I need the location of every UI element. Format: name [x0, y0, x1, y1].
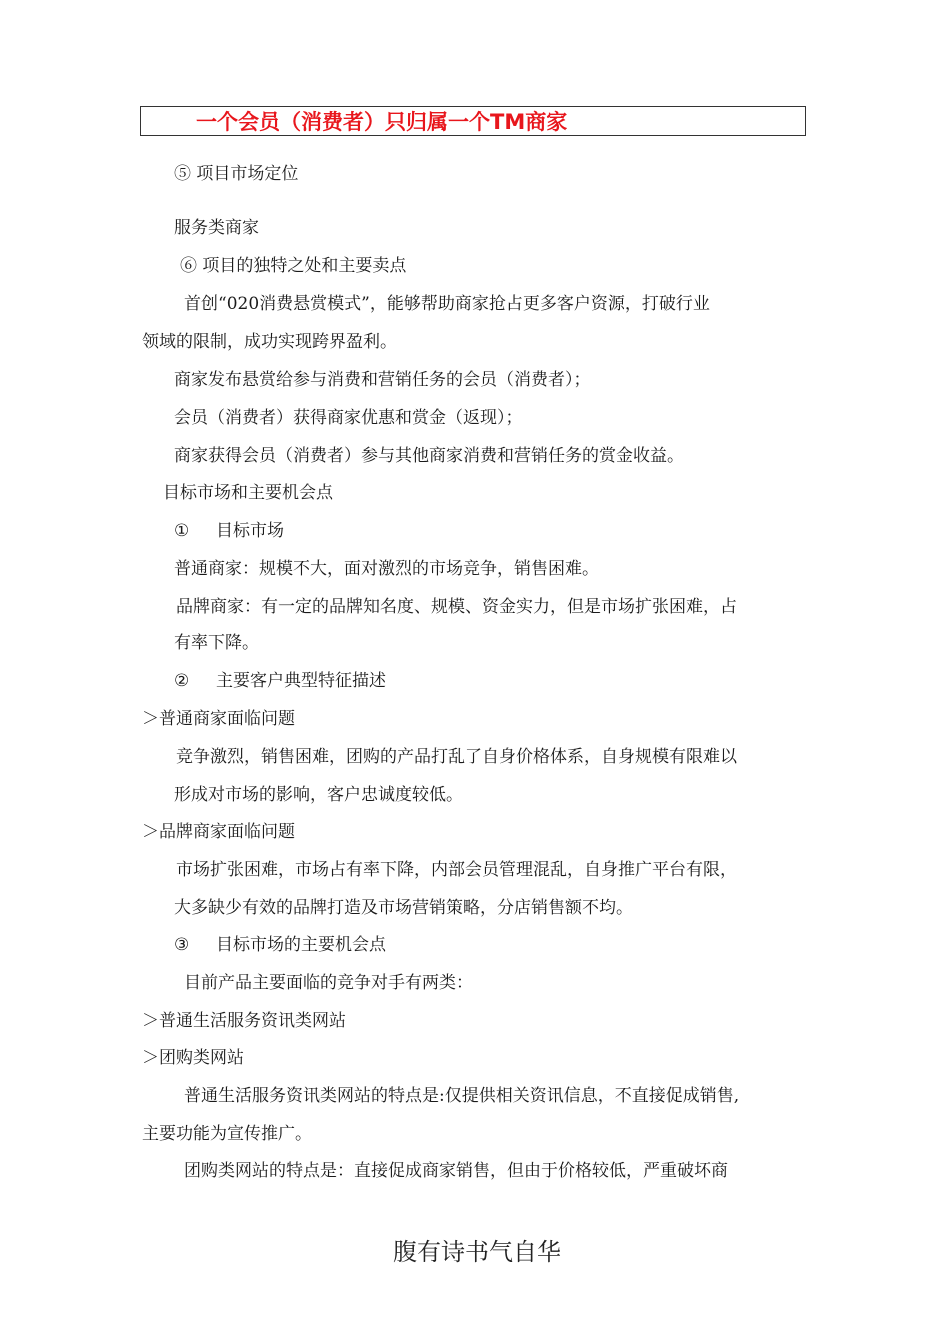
paragraph-line: 普通商家：规模不大，面对激烈的市场竞争，销售困难。 — [174, 559, 599, 579]
subheading-text: 主要客户典型特征描述 — [216, 671, 386, 691]
subheading-opportunities — [174, 934, 386, 956]
list-number: ② — [174, 671, 190, 691]
subheading-customer-features — [174, 670, 386, 692]
paragraph-line: 商家获得会员（消费者）参与其他商家消费和营销任务的赏金收益。 — [174, 446, 684, 466]
bullet-heading: ＞团购类网站 — [142, 1048, 244, 1068]
bullet-heading: ＞普通商家面临问题 — [142, 709, 295, 729]
section-heading-selling-points: ⑥ 项目的独特之处和主要卖点 — [180, 256, 407, 276]
paragraph-line: 竞争激烈，销售困难，团购的产品打乱了自身价格体系，自身规模有限难以 — [176, 747, 737, 767]
paragraph-line: 有率下降。 — [174, 633, 259, 653]
list-number: ① — [174, 521, 190, 541]
paragraph-line: 团购类网站的特点是：直接促成商家销售，但由于价格较低，严重破坏商 — [184, 1161, 728, 1181]
subheading-text: 目标市场的主要机会点 — [216, 935, 386, 955]
bullet-heading: ＞品牌商家面临问题 — [142, 822, 295, 842]
paragraph-line: 领域的限制，成功实现跨界盈利。 — [142, 332, 397, 352]
section-heading-market-positioning: ⑤ 项目市场定位 — [174, 164, 299, 184]
list-number: ③ — [174, 935, 190, 955]
paragraph-line: 大多缺少有效的品牌打造及市场营销策略，分店销售额不均。 — [174, 898, 633, 918]
paragraph-line: 市场扩张困难，市场占有率下降，内部会员管理混乱，自身推广平台有限， — [176, 860, 737, 880]
subheading-text: 目标市场 — [216, 521, 284, 541]
paragraph-service-merchants: 服务类商家 — [174, 218, 259, 238]
paragraph-line: 首创“020消费悬赏模式”，能够帮助商家抢占更多客户资源，打破行业 — [184, 294, 710, 314]
paragraph-line: 普通生活服务资讯类网站的特点是:仅提供相关资讯信息，不直接促成销售, — [184, 1086, 740, 1106]
highlight-box — [140, 106, 806, 136]
subheading-target-market — [174, 520, 284, 542]
bullet-heading: ＞普通生活服务资讯类网站 — [142, 1011, 346, 1031]
section-heading-target-market: 目标市场和主要机会点 — [163, 483, 333, 503]
paragraph-line: 商家发布悬赏给参与消费和营销任务的会员（消费者）； — [174, 370, 591, 390]
paragraph-line: 品牌商家：有一定的品牌知名度、规模、资金实力，但是市场扩张困难，占 — [176, 597, 737, 617]
paragraph-line: 会员（消费者）获得商家优惠和赏金（返现）； — [174, 408, 523, 428]
page-footer-text: 腹有诗书气自华 — [393, 1238, 561, 1266]
highlight-title: 一个会员（消费者）只归属一个TM商家 — [196, 110, 568, 134]
paragraph-line: 主要功能为宣传推广。 — [142, 1124, 312, 1144]
paragraph-line: 形成对市场的影响，客户忠诚度较低。 — [174, 785, 463, 805]
paragraph-line: 目前产品主要面临的竞争对手有两类： — [184, 973, 473, 993]
